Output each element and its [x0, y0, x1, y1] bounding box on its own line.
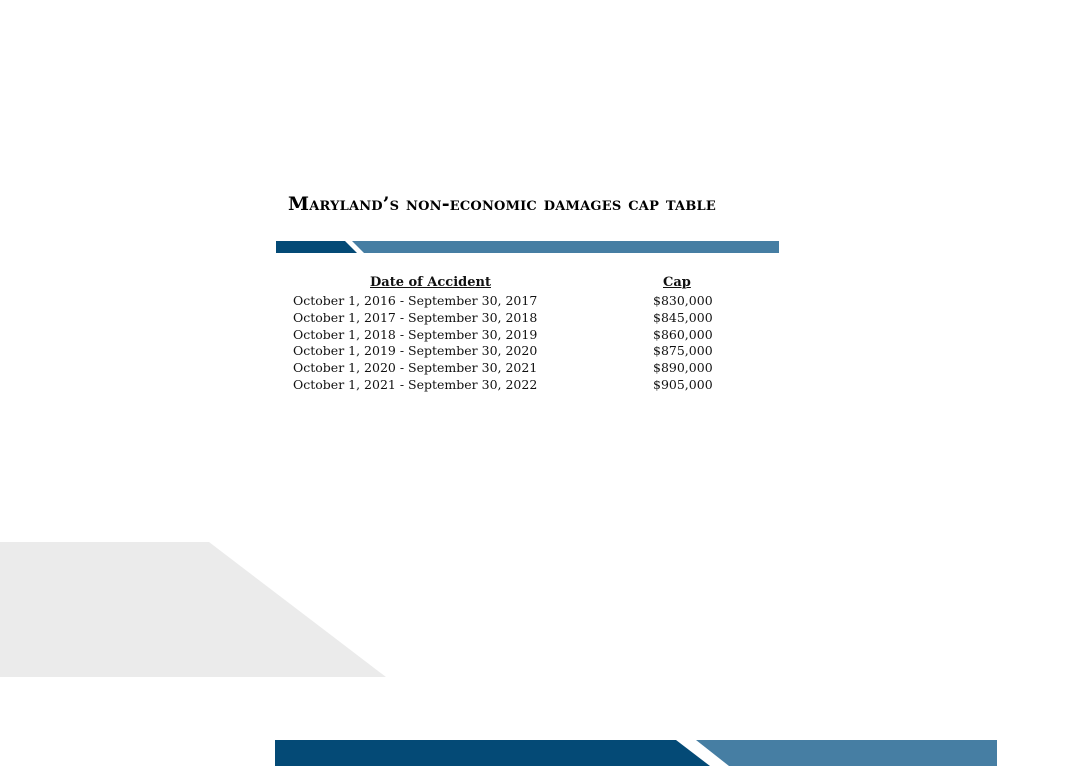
cap-cell: $875,000: [653, 343, 713, 359]
gray-background-shape: [0, 542, 386, 677]
header-bar-dark: [276, 241, 357, 253]
column-header-date: Date of Accident: [370, 275, 491, 290]
header-bar-light: [352, 241, 779, 253]
page-title: Maryland’s non-economic damages cap table: [288, 193, 716, 215]
footer-bar-light: [696, 740, 997, 766]
date-cell: October 1, 2019 - September 30, 2020: [293, 343, 538, 359]
footer-bar-dark: [275, 740, 710, 766]
date-cell: October 1, 2016 - September 30, 2017: [293, 293, 538, 308]
cap-cell: $905,000: [653, 376, 713, 392]
date-cell: October 1, 2018 - September 30, 2019: [293, 326, 538, 342]
cap-cell: $830,000: [653, 293, 713, 308]
column-header-cap: Cap: [663, 275, 691, 290]
cap-cell: $890,000: [653, 360, 713, 376]
date-cell: October 1, 2020 - September 30, 2021: [293, 360, 538, 376]
cap-cell: $845,000: [653, 309, 713, 325]
date-cell: October 1, 2017 - September 30, 2018: [293, 309, 538, 325]
date-cell: October 1, 2021 - September 30, 2022: [293, 376, 538, 392]
cap-cell: $860,000: [653, 326, 713, 342]
